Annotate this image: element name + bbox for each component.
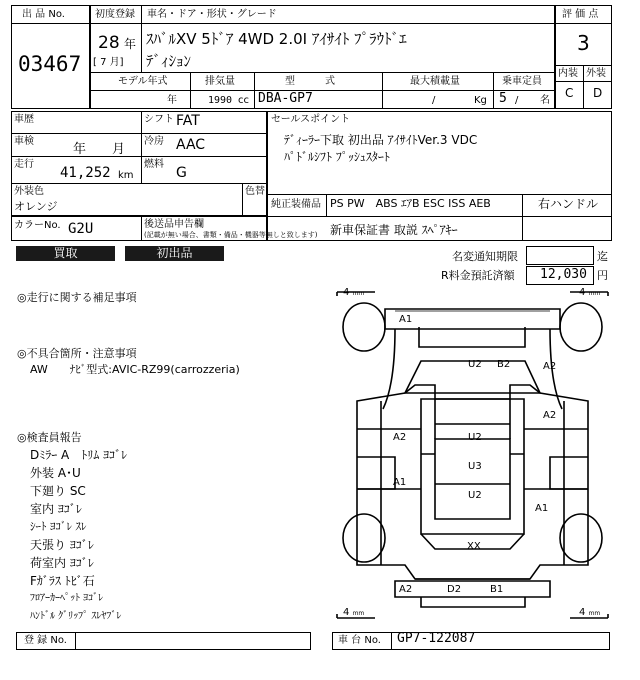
recycle-value: 12,030 bbox=[540, 267, 587, 282]
car-damage-diagram bbox=[335, 289, 610, 621]
sales-points-line1: ﾃﾞｨｰﾗｰ下取 初出品 ｱｲｻｲﾄVer.3 VDC bbox=[284, 133, 478, 147]
inspector-item: 外装 A･U bbox=[30, 466, 81, 480]
ac: AAC bbox=[176, 137, 206, 153]
inspector-item: Dﾐﾗｰ A ﾄﾘﾑ ﾖｺﾞﾚ bbox=[30, 448, 128, 462]
fuel-label: 燃料 bbox=[144, 159, 164, 170]
registration-label: 登 録 No. bbox=[24, 635, 67, 646]
damage-mark: A2 bbox=[543, 410, 557, 421]
mileage-unit: km bbox=[118, 170, 134, 181]
ac-label: 冷房 bbox=[144, 136, 164, 147]
color-no: G2U bbox=[68, 221, 94, 237]
damage-mark: U2 bbox=[468, 432, 482, 443]
equipment: PS PW ABS ｴｱB ESC ISS AEB bbox=[330, 197, 491, 210]
first-listing-button: 初出品 bbox=[125, 246, 224, 261]
inspector-item: ﾌﾛｱｰｶｰﾍﾟｯﾄ ﾖｺﾞﾚ bbox=[30, 593, 104, 604]
notice-unit: 迄 bbox=[597, 250, 608, 263]
history-label: 車歴 bbox=[14, 114, 34, 125]
name-label: 車名・ドア・形状・グレード bbox=[147, 9, 277, 20]
shift-label: シフト bbox=[144, 114, 174, 125]
first-reg-label: 初度登録 bbox=[95, 9, 135, 20]
defect-line: AW ﾅﾋﾞ型式:AVIC-RZ99(carrozzeria) bbox=[30, 363, 240, 376]
later-doc-note: (記載が無い場合、書類・備品・機器等無しと致します) bbox=[144, 231, 318, 239]
inspector-item: Fｶﾞﾗｽ ﾄﾋﾞ石 bbox=[30, 574, 95, 588]
max-load-label: 最大積載量 bbox=[410, 76, 460, 87]
tire-rl-depth: 4 mm bbox=[343, 607, 365, 618]
damage-mark: D2 bbox=[447, 584, 462, 595]
first-reg-year: 28 bbox=[98, 33, 120, 53]
exterior-label: 外装 bbox=[586, 68, 606, 79]
interior-label: 内装 bbox=[558, 68, 578, 79]
chassis-label: 車 台 No. bbox=[338, 635, 381, 646]
damage-mark: U3 bbox=[468, 461, 482, 472]
model: DBA-GP7 bbox=[258, 91, 313, 106]
car-name-line2: ﾃﾞｨｼｮﾝ bbox=[146, 52, 192, 70]
inspector-item: 室内 ﾖｺﾞﾚ bbox=[30, 502, 82, 516]
exterior-color-label: 外装色 bbox=[14, 186, 44, 197]
displacement-unit: cc bbox=[238, 95, 249, 106]
damage-mark: A1 bbox=[535, 503, 549, 514]
inspector-item: ﾊﾝﾄﾞﾙ ｸﾞﾘｯﾌﾟ ｽﾚﾔﾌﾞﾚ bbox=[30, 611, 122, 622]
equipment-label: 純正装備品 bbox=[271, 199, 321, 210]
tire-rr-depth: 4 mm bbox=[579, 607, 601, 618]
capacity-unit: 名 bbox=[540, 95, 550, 106]
color-change-label: 色替 bbox=[245, 186, 265, 197]
lot-number: 03467 bbox=[18, 52, 82, 76]
inspector-title: ◎検査員報告 bbox=[17, 431, 82, 444]
damage-mark: XX bbox=[467, 541, 481, 552]
damage-mark: B1 bbox=[490, 584, 504, 595]
damage-mark: A2 bbox=[393, 432, 407, 443]
damage-mark: U2 bbox=[468, 490, 482, 501]
model-label: 型 式 bbox=[285, 76, 335, 87]
score: 3 bbox=[577, 31, 590, 55]
first-reg-month: [ 7 月] bbox=[93, 57, 124, 68]
model-year-label: モデル年式 bbox=[118, 76, 168, 87]
damage-mark: B2 bbox=[497, 359, 511, 370]
displacement: 1990 bbox=[208, 95, 233, 106]
tire-fr-depth: 4 mm bbox=[579, 287, 601, 298]
damage-mark: A2 bbox=[399, 584, 413, 595]
inspector-item: ｼｰﾄ ﾖｺﾞﾚ ｽﾚ bbox=[30, 520, 87, 533]
capacity: 5 bbox=[499, 91, 507, 106]
damage-mark: A1 bbox=[393, 477, 407, 488]
inspector-item: 荷室内 ﾖｺﾞﾚ bbox=[30, 556, 94, 570]
year-unit: 年 bbox=[124, 37, 137, 51]
fuel: G bbox=[176, 165, 187, 181]
capacity-label: 乗車定員 bbox=[502, 76, 542, 87]
recycle-unit: 円 bbox=[597, 269, 608, 282]
inspector-item: 天張り ﾖｺﾞﾚ bbox=[30, 538, 94, 552]
load-slash: / bbox=[432, 95, 436, 106]
car-name-line1: ｽﾊﾞﾙXV 5ﾄﾞｱ 4WD 2.0I ｱｲｻｲﾄ ﾌﾟﾗｳﾄﾞｴ bbox=[146, 30, 407, 48]
later-doc-label: 後送品申告欄 bbox=[144, 219, 204, 230]
recycle-label: R料金預託済額 bbox=[441, 269, 515, 282]
damage-mark: A2 bbox=[543, 361, 557, 372]
notice-label: 名変通知期限 bbox=[452, 250, 518, 263]
interior-grade: C bbox=[565, 86, 574, 100]
damage-mark: U2 bbox=[468, 359, 482, 370]
color-no-label: カラーNo. bbox=[14, 220, 61, 231]
shift: FAT bbox=[176, 113, 200, 129]
inspection-value: 年 月 bbox=[73, 142, 126, 157]
buy-button: 買取 bbox=[16, 246, 115, 261]
tire-fl-depth: 4 mm bbox=[343, 287, 365, 298]
mileage: 41,252 bbox=[60, 165, 111, 181]
model-year-unit: 年 bbox=[167, 95, 177, 106]
damage-mark: A1 bbox=[399, 314, 413, 325]
chassis-number: GP7-122087 bbox=[397, 631, 476, 646]
exterior-grade: D bbox=[593, 86, 603, 100]
notice-box bbox=[526, 246, 594, 265]
handle-side: 右ハンドル bbox=[538, 197, 599, 211]
exterior-color: オレンジ bbox=[14, 200, 58, 213]
defects-title: ◎不具合箇所・注意事項 bbox=[17, 347, 137, 360]
lot-label: 出 品 No. bbox=[22, 9, 65, 20]
inspector-item: 下廻り SC bbox=[30, 484, 86, 498]
driving-remarks-title: ◎走行に関する補足事項 bbox=[17, 291, 137, 304]
sales-points-label: セールスポイント bbox=[271, 114, 351, 125]
warranty-items: 新車保証書 取説 ｽﾍﾟｱｷｰ bbox=[330, 223, 458, 237]
score-label: 評 価 点 bbox=[562, 9, 599, 20]
sales-points-line2: ﾊﾟﾄﾞﾙｼﾌﾄ ﾌﾟｯｼｭｽﾀｰﾄ bbox=[284, 150, 390, 164]
mileage-label: 走行 bbox=[14, 159, 34, 170]
capacity-slash: / bbox=[515, 95, 519, 106]
load-unit: Kg bbox=[474, 95, 487, 106]
inspection-label: 車検 bbox=[14, 136, 34, 147]
displacement-label: 排気量 bbox=[205, 76, 235, 87]
